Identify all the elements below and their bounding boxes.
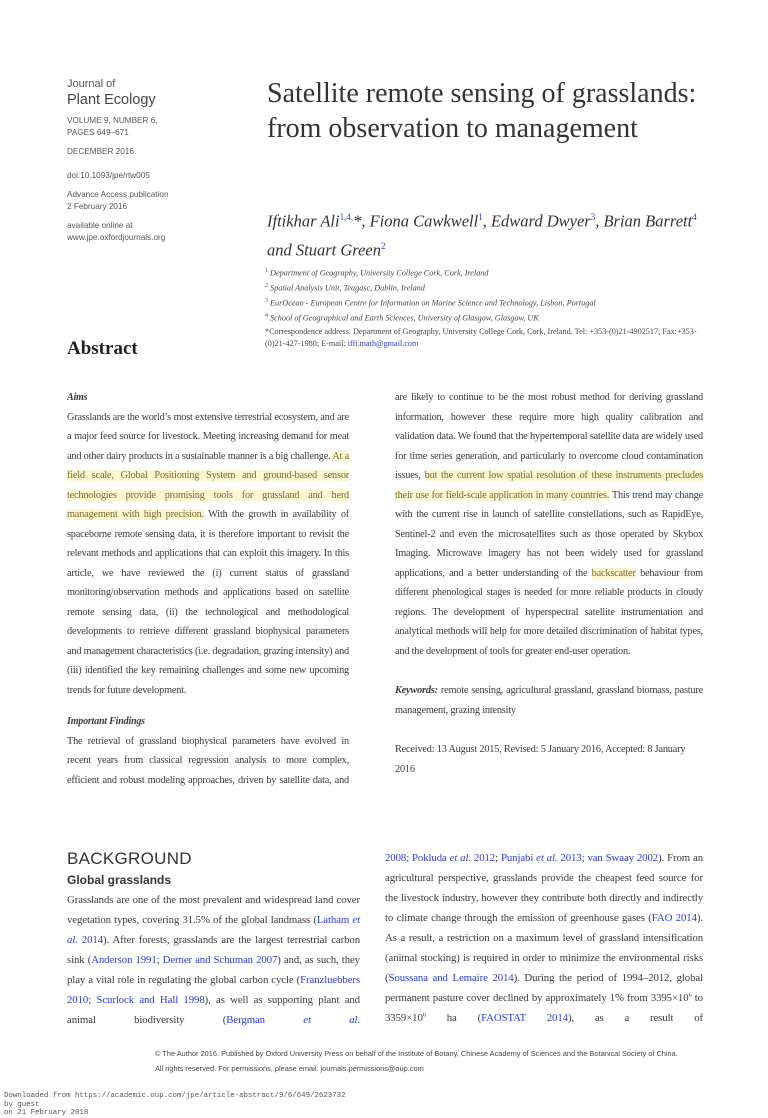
superscript: 6 — [422, 1011, 426, 1019]
citation-link[interactable]: 2012 — [470, 852, 496, 864]
citation-link[interactable]: Franzluebbers 2010 — [67, 974, 360, 1006]
citation-link[interactable]: et al. — [449, 852, 471, 864]
citation-link[interactable]: FAOSTAT 2014 — [481, 1012, 568, 1024]
citation-link[interactable]: et al. — [536, 852, 558, 864]
text-run: Grasslands are the world’s most extensive terrestrial ecosystem, and are a major feed source for livestock. Meeting increasing demand for meat and other dairy products in a sustainable manner is a big challenge. — [67, 411, 349, 462]
journal-name-line2: Plant Ecology — [67, 92, 156, 108]
author-affiliation-ref[interactable]: 4 — [692, 212, 697, 222]
citation-link[interactable]: Latham — [316, 914, 353, 926]
correspondence: *Correspondence address. Department of Geography, University College Cork, Cork, Ireland. Tel: +353-(0)21-4902517; Fax:+353-(0)21-427-1980; E-mail: — [265, 326, 697, 348]
abstract-left-column — [67, 388, 349, 790]
author-affiliation-ref[interactable]: 2 — [380, 240, 386, 251]
abstract-heading: Abstract — [67, 338, 138, 359]
affiliation: $^4$ School of Geographical and Earth Sciences, University of Glasgow, Glasgow, UK — [265, 313, 539, 324]
text-run: ) and, as such, they play a vital role in regulating the global carbon cycle ( — [67, 954, 360, 986]
doi: doi:10.1093/jpe/rtw005 — [67, 171, 150, 180]
author-name: Iftikhar Ali — [267, 211, 340, 231]
keywords-label: Keywords: — [395, 685, 438, 696]
affiliation: $^2$ Spatial Analysis Unit, Teagasc, Dublin, Ireland — [265, 283, 425, 293]
corresponding-mark: * — [353, 211, 362, 231]
text-run: ; — [406, 852, 413, 864]
highlighted-text: At a field scale, Global Positioning System and ground-based sensor technologies provide promising tools for grassland and herd management with high precision. — [67, 450, 349, 520]
journal-info — [67, 77, 247, 251]
citation-link[interactable]: Punjabi — [500, 852, 537, 864]
aims-heading: Aims — [67, 392, 88, 403]
findings-text-cont — [395, 388, 703, 661]
article-title: Satellite remote sensing of grasslands: from observation to management — [267, 78, 697, 144]
article-body — [4, 336, 703, 1118]
background-text — [67, 890, 360, 1030]
text-run: to 3359×10 — [385, 992, 703, 1024]
abstract-columns — [67, 388, 703, 790]
text-run: ; — [156, 954, 163, 966]
volume: VOLUME 9, NUMBER 6, — [67, 116, 158, 125]
text-run: ). As a result, a restriction on a maximum level of grassland intensification (animal stocking) is required in order to minimize the environmental risks ( — [385, 912, 703, 984]
text-run: ; — [581, 852, 588, 864]
subsection-global-grasslands: Global grasslands — [67, 873, 172, 887]
advance-date: 2 February 2016 — [67, 202, 128, 211]
author-name: Brian Barrett — [603, 211, 693, 231]
citation-link[interactable]: Soussana and Lemaire 2014 — [388, 972, 514, 984]
aims-text — [67, 408, 349, 701]
affiliation: $^1$ Department of Geography, University College Cork, Cork, Ireland — [265, 268, 489, 278]
citation-link[interactable]: Derner and Schuman 2007 — [162, 954, 278, 966]
citation-link[interactable]: FAO 2014 — [651, 912, 697, 924]
text-run: ), as well as supporting plant and animal biodiversity ( — [67, 994, 360, 1026]
author-affiliation-ref[interactable]: 1,4, — [339, 212, 354, 222]
download-stamp: Downloaded from https://academic.oup.com/jpe/article-abstract/9/6/649/2623732 by guest on 21 February 2018 — [4, 1092, 346, 1118]
superscript: 6 — [688, 991, 692, 999]
journal-name-line1: Journal of — [67, 78, 116, 90]
section-heading-background: BACKGROUND — [67, 849, 192, 868]
citation-link[interactable]: Bergman — [226, 1014, 304, 1026]
findings-text — [67, 732, 349, 791]
text-run: Grasslands are one of the most prevalent and widespread land cover vegetation types, covering 31.5% of the global landmass ( — [67, 894, 360, 926]
background-text-cont — [385, 848, 703, 1028]
highlighted-text: backscatter — [591, 567, 636, 579]
citation-link[interactable]: 2014 — [77, 934, 103, 946]
text-run: ). During the period of 1994–2012, global permanent pasture cover declined by approximately 1% from 3395×10 — [385, 972, 703, 1004]
citation-link[interactable]: et al. — [67, 914, 360, 946]
author-list: Iftikhar Ali$^{1,4,}$*, Fiona Cawkwell$^1$, Edward Dwyer$^3$, Brian Barrett$^4$ and Stuart Green$^2$ — [267, 211, 697, 259]
journal-url[interactable]: www.jpe.oxfordjournals.org — [67, 233, 166, 242]
text-run: With the growth in availability of spaceborne remote sensing data, it is therefore important to revisit the relevant methods and applications that can exploit this imagery. In this article, we have reviewed the (i) current status of grassland monitoring/observation methods and applications based on satellite remote sensing data, (ii) the technological and methodological developments to retrieve different grassland biophysical parameters and management characteristics (i.e. degradation, grazing intensity) and (iii) identified the key remaining challenges and some new upcoming trends for future development. — [67, 509, 349, 696]
text-run: ), as a result of — [567, 1012, 703, 1024]
copyright-footer — [155, 1046, 703, 1076]
email-link[interactable]: iffi.math@gmail.com — [347, 338, 419, 348]
highlighted-text: but the current low spatial resolution of these instruments precludes their use for field-scale application in many countries. — [395, 470, 703, 501]
text-run: The retrieval of grassland biophysical parameters have evolved in recent years from classical regression analysis to more complex, efficient and robust modeling approaches, driven by satellite data, and — [67, 735, 349, 786]
background-section — [67, 848, 703, 1030]
copyright: © The Author 2016. Published by Oxford University Press on behalf of the Institute of Botany, Chinese Academy of Sciences and the Botanical Society of China. — [155, 1049, 678, 1058]
background-left-column — [67, 848, 360, 1030]
issue-date: DECEMBER 2016 — [67, 147, 134, 156]
permissions: All rights reserved. For permissions, please email: journals.permissions@oup.com — [155, 1064, 424, 1073]
citation-link[interactable]: 2008 — [385, 852, 407, 864]
author-name: Fiona Cawkwell — [369, 211, 479, 231]
text-run: ; — [495, 852, 501, 864]
text-run: This trend may change with the current rise in launch of satellite constellations, such as RapidEye, Sentinel-2 and even the microsatellites such as those operated by Skybox Imaging. Microwave imagery has not been widely used for grassland applications, and a better understanding of the — [395, 489, 703, 579]
author-name: Edward Dwyer — [490, 211, 591, 231]
abstract-right-column — [395, 388, 703, 779]
advance-access: Advance Access publication — [67, 190, 169, 199]
affiliation: $^3$ EurOcean - European Centre for Information on Marine Science and Technology, Lisbon, Portugal — [265, 298, 596, 309]
text-run: behaviour from different phenological stages is needed for more reliable products in cloudy regions. The development of hyperspectral satellite instrumentation and analytical methods will help for more detailed discrimination of habitat types, and the development of tools for greater end-user operation. — [395, 567, 703, 657]
text-run: are likely to continue to be the most robust method for deriving grassland information, however these require more high quality calibration and validation data. We found that the hypertemporal satellite data are widely used for time series generation, and particularly to overcome cloud contamination issues, — [395, 392, 703, 481]
background-right-column — [385, 848, 703, 1028]
received-dates: Received: 13 August 2015, Revised: 5 January 2016, Accepted: 8 January 2016 — [395, 744, 686, 775]
citation-link[interactable]: Scurlock and Hall 1998 — [96, 994, 205, 1006]
author-name: and Stuart Green — [267, 240, 381, 259]
text-run: ; — [88, 994, 97, 1006]
pages: PAGES 649–671 — [67, 128, 129, 137]
citation-link[interactable]: 2013 — [557, 852, 582, 864]
citation-link[interactable]: van Swaay 2002 — [587, 852, 659, 864]
citation-link[interactable]: Anderson 1991 — [91, 954, 157, 966]
keywords: remote sensing, agricultural grassland, grassland biomass, pasture management, grazing intensity — [395, 685, 703, 716]
citation-link[interactable]: et al. — [303, 1014, 361, 1026]
text-run: ha ( — [425, 1012, 482, 1024]
author-affiliation-ref[interactable]: 1 — [478, 212, 483, 222]
findings-heading: Important Findings — [67, 716, 145, 727]
author-affiliation-ref[interactable]: 3 — [590, 212, 596, 222]
citation-link[interactable]: Pokluda — [412, 852, 450, 864]
text-run: ). From an agricultural perspective, grasslands provide the cheapest feed source for the livestock industry, however they contribute both directly and indirectly to climate change through the emission of greenhouse gases ( — [385, 852, 703, 924]
online-label: available online at — [67, 221, 133, 230]
text-run: ). After forests, grasslands are the largest terrestrial carbon sink ( — [67, 934, 360, 966]
